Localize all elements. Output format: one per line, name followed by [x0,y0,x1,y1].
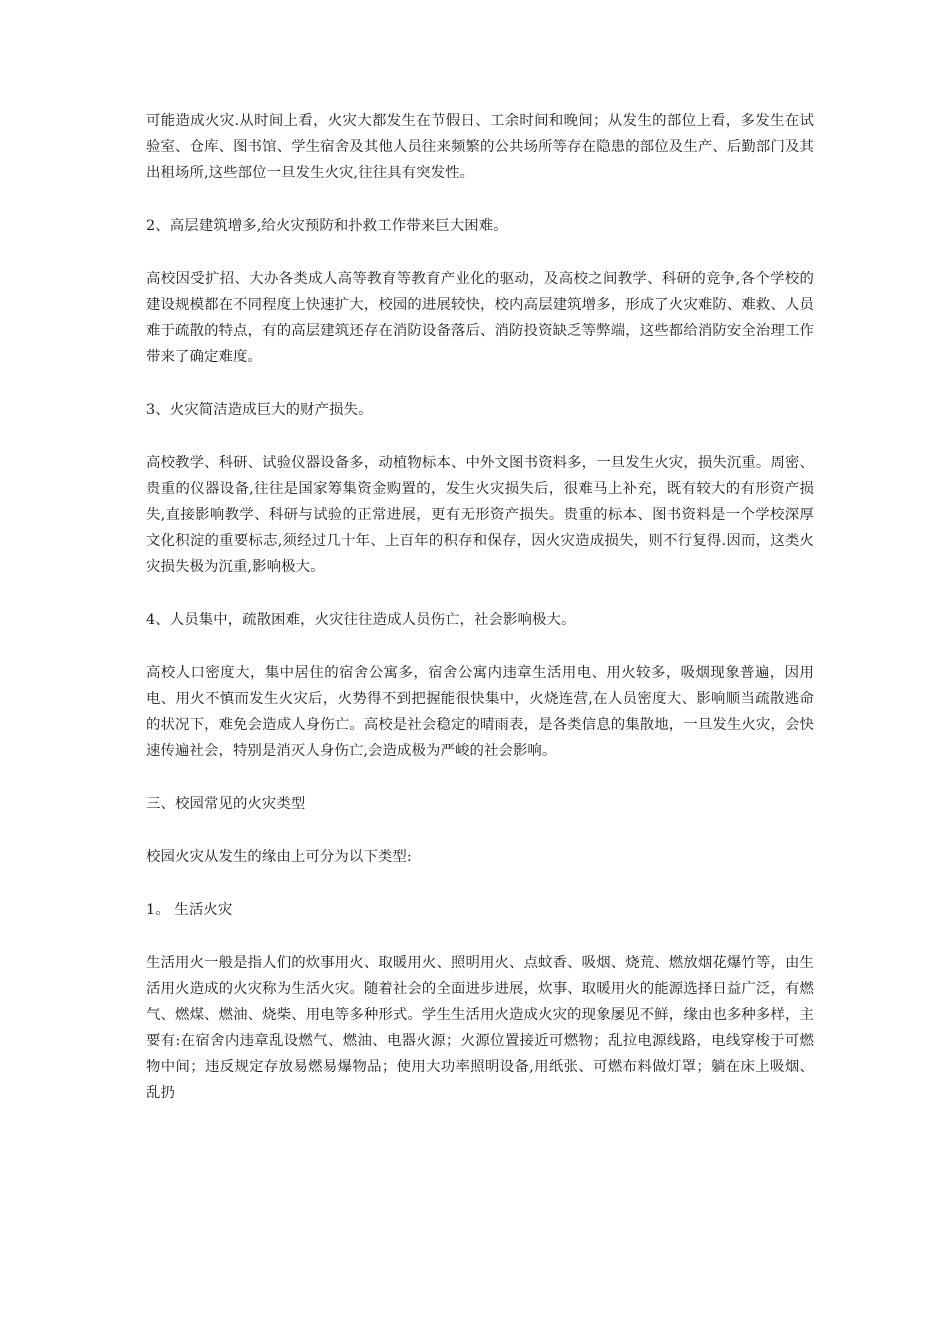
section-title-fire-types: 三、校园常见的火灾类型 [146,796,306,812]
heading-property-loss: 3、火灾简洁造成巨大的财产损失。 [146,402,373,418]
heading-personnel: 4、人员集中，疏散困难，火灾往往造成人员伤亡，社会影响极大。 [146,612,576,628]
heading-high-rise: 2、高层建筑增多,给火灾预防和扑救工作带来巨大困难。 [146,218,508,234]
paragraph-property-loss: 高校教学、科研、试验仪器设备多，动植物标本、中外文图书资料多，一旦发生火灾，损失沉重。周密、贵重的仪器设备,往往是国家筹集资金购置的，发生火灾损失后，很难马上补充，既有较大的有形资产损失,直接影响教学、科研与试验的正常进展，更有无形资产损失。贵重的标本、图书资料是一个学校深厚文化积淀的重要标志,须经过几十年、上百年的积存和保存，因火灾造成损失，则不行复得.因而，这类火灾损失极为沉重,影响极大。 [146,455,814,575]
paragraph-personnel: 高校人口密度大，集中居住的宿舍公寓多，宿舍公寓内违章生活用电、用火较多，吸烟现象普遍，因用电、用火不慎而发生火灾后，火势得不到把握能很快集中，火烧连营,在人员密度大、影响顺当疏散逃命的状况下，难免会造成人身伤亡。高校是社会稳定的晴雨表，是各类信息的集散地，一旦发生火灾，会快速传遍社会，特别是消灭人身伤亡,会造成极为严峻的社会影响。 [146,665,814,759]
paragraph-high-rise: 高校因受扩招、大办各类成人高等教育等教育产业化的驱动，及高校之间教学、科研的竞争,各个学校的建设规模都在不同程度上快速扩大，校园的进展较快，校内高层建筑增多，形成了火灾难防、难救、人员难于疏散的特点，有的高层建筑还存在消防设备落后、消防投资缺乏等弊端，这些都给消防安全治理工作带来了确定难度。 [146,271,814,365]
paragraph-intro: 可能造成火灾.从时间上看，火灾大都发生在节假日、工余时间和晚间；从发生的部位上看，多发生在试验室、仓库、图书馆、学生宿舍及其他人员往来频繁的公共场所等存在隐患的部位及生产、后勤部门及其出租场所,这些部位一旦发生火灾,往往具有突发性。 [146,113,814,181]
document-page [146,108,814,1106]
paragraph-living-fire: 生活用火一般是指人们的炊事用火、取暖用火、照明用火、点蚊香、吸烟、烧荒、燃放烟花爆竹等，由生活用火造成的火灾称为生活火灾。随着社会的全面进步进展，炊事、取暖用火的能源选择日益广泛，有燃气、燃煤、燃油、烧柴、用电等多种形式。学生生活用火造成火灾的现象屡见不鲜，缘由也多种多样，主要有:在宿舍内违章乱设燃气、燃油、电器火源；火源位置接近可燃物；乱拉电源线路，电线穿梭于可燃物中间；违反规定存放易燃易爆物品；使用大功率照明设备,用纸张、可燃布料做灯罩；躺在床上吸烟、乱扔 [146,955,814,1101]
heading-living-fire: 1。 生活火灾 [146,902,233,918]
paragraph-fire-types-intro: 校园火灾从发生的缘由上可分为以下类型: [146,849,412,865]
